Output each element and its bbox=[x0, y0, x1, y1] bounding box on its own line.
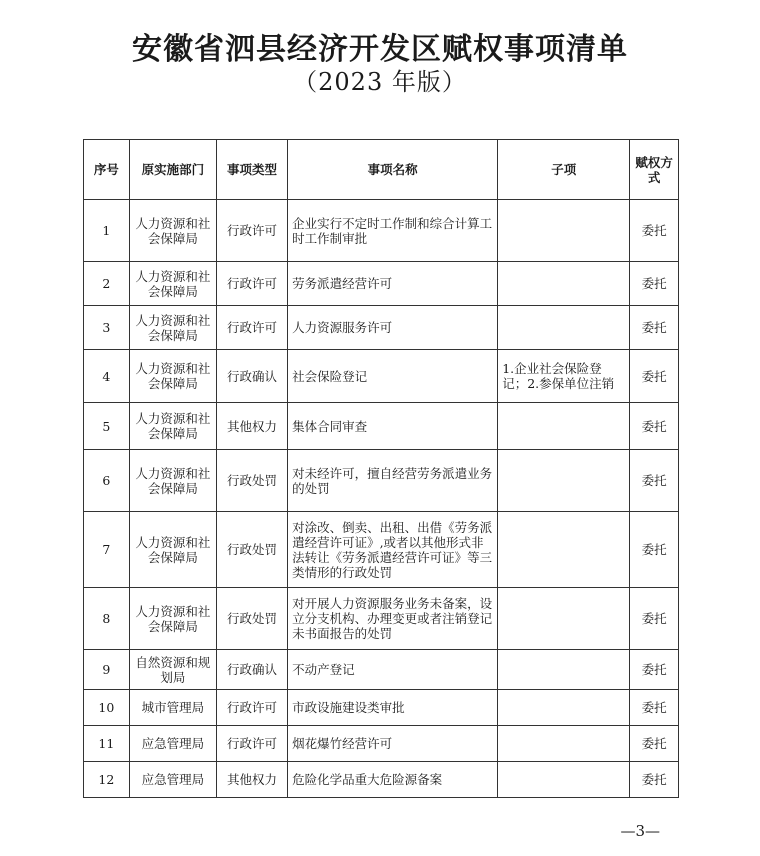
cell-type: 行政确认 bbox=[217, 350, 288, 403]
cell-type: 行政确认 bbox=[217, 650, 288, 690]
cell-name: 企业实行不定时工作制和综合计算工时工作制审批 bbox=[288, 200, 498, 262]
table-row bbox=[84, 262, 679, 306]
cell-mode: 委托 bbox=[630, 403, 679, 450]
cell-no: 1 bbox=[84, 200, 130, 262]
cell-name: 烟花爆竹经营许可 bbox=[288, 726, 498, 762]
cell-sub bbox=[498, 512, 630, 588]
table-row bbox=[84, 403, 679, 450]
cell-no: 11 bbox=[84, 726, 130, 762]
cell-type: 行政许可 bbox=[217, 306, 288, 350]
cell-sub bbox=[498, 588, 630, 650]
cell-type: 行政处罚 bbox=[217, 588, 288, 650]
cell-name: 对涂改、倒卖、出租、出借《劳务派遣经营许可证》,或者以其他形式非法转让《劳务派遣经营许可证》等三类情形的行政处罚 bbox=[288, 512, 498, 588]
cell-dept: 人力资源和社会保障局 bbox=[129, 306, 216, 350]
cell-mode: 委托 bbox=[630, 650, 679, 690]
cell-sub bbox=[498, 690, 630, 726]
cell-name: 对开展人力资源服务业务未备案，设立分支机构、办理变更或者注销登记未书面报告的处罚 bbox=[288, 588, 498, 650]
cell-mode: 委托 bbox=[630, 262, 679, 306]
cell-no: 8 bbox=[84, 588, 130, 650]
cell-name: 不动产登记 bbox=[288, 650, 498, 690]
cell-no: 5 bbox=[84, 403, 130, 450]
cell-type: 其他权力 bbox=[217, 762, 288, 798]
cell-type: 行政处罚 bbox=[217, 450, 288, 512]
cell-no: 2 bbox=[84, 262, 130, 306]
table-row bbox=[84, 512, 679, 588]
header-dept: 原实施部门 bbox=[129, 140, 216, 200]
cell-no: 7 bbox=[84, 512, 130, 588]
cell-dept: 应急管理局 bbox=[129, 762, 216, 798]
document-subtitle: （2023 年版） bbox=[293, 68, 467, 96]
cell-name: 危险化学品重大危险源备案 bbox=[288, 762, 498, 798]
cell-mode: 委托 bbox=[630, 200, 679, 262]
cell-type: 其他权力 bbox=[217, 403, 288, 450]
cell-dept: 人力资源和社会保障局 bbox=[129, 512, 216, 588]
cell-dept: 人力资源和社会保障局 bbox=[129, 403, 216, 450]
cell-sub bbox=[498, 450, 630, 512]
cell-sub bbox=[498, 650, 630, 690]
table-row bbox=[84, 200, 679, 262]
page-number: —3— bbox=[620, 822, 660, 840]
cell-name: 集体合同审查 bbox=[288, 403, 498, 450]
table-row bbox=[84, 450, 679, 512]
cell-sub bbox=[498, 726, 630, 762]
cell-type: 行政许可 bbox=[217, 690, 288, 726]
cell-dept: 人力资源和社会保障局 bbox=[129, 262, 216, 306]
cell-dept: 应急管理局 bbox=[129, 726, 216, 762]
table-row bbox=[84, 726, 679, 762]
cell-no: 12 bbox=[84, 762, 130, 798]
header-name: 事项名称 bbox=[288, 140, 498, 200]
cell-dept: 自然资源和规划局 bbox=[129, 650, 216, 690]
cell-type: 行政许可 bbox=[217, 726, 288, 762]
table-header-row bbox=[84, 140, 679, 200]
cell-mode: 委托 bbox=[630, 762, 679, 798]
table-row bbox=[84, 306, 679, 350]
header-mode: 赋权方式 bbox=[630, 140, 679, 200]
cell-mode: 委托 bbox=[630, 450, 679, 512]
cell-no: 6 bbox=[84, 450, 130, 512]
cell-mode: 委托 bbox=[630, 726, 679, 762]
cell-dept: 人力资源和社会保障局 bbox=[129, 350, 216, 403]
header-no: 序号 bbox=[84, 140, 130, 200]
empowerment-table bbox=[83, 139, 679, 798]
cell-name: 对未经许可，擅自经营劳务派遣业务的处罚 bbox=[288, 450, 498, 512]
cell-name: 社会保险登记 bbox=[288, 350, 498, 403]
cell-name: 劳务派遣经营许可 bbox=[288, 262, 498, 306]
cell-name: 市政设施建设类审批 bbox=[288, 690, 498, 726]
cell-mode: 委托 bbox=[630, 306, 679, 350]
cell-no: 4 bbox=[84, 350, 130, 403]
cell-sub: 1.企业社会保险登记；2.参保单位注销 bbox=[498, 350, 630, 403]
cell-no: 10 bbox=[84, 690, 130, 726]
table-row bbox=[84, 690, 679, 726]
cell-type: 行政许可 bbox=[217, 200, 288, 262]
cell-type: 行政许可 bbox=[217, 262, 288, 306]
cell-mode: 委托 bbox=[630, 588, 679, 650]
cell-dept: 人力资源和社会保障局 bbox=[129, 588, 216, 650]
cell-sub bbox=[498, 403, 630, 450]
table-row bbox=[84, 588, 679, 650]
header-type: 事项类型 bbox=[217, 140, 288, 200]
cell-no: 9 bbox=[84, 650, 130, 690]
table-row bbox=[84, 350, 679, 403]
cell-name: 人力资源服务许可 bbox=[288, 306, 498, 350]
cell-dept: 城市管理局 bbox=[129, 690, 216, 726]
cell-sub bbox=[498, 762, 630, 798]
cell-dept: 人力资源和社会保障局 bbox=[129, 450, 216, 512]
table-row bbox=[84, 650, 679, 690]
cell-mode: 委托 bbox=[630, 690, 679, 726]
cell-mode: 委托 bbox=[630, 512, 679, 588]
cell-mode: 委托 bbox=[630, 350, 679, 403]
cell-dept: 人力资源和社会保障局 bbox=[129, 200, 216, 262]
cell-sub bbox=[498, 200, 630, 262]
cell-no: 3 bbox=[84, 306, 130, 350]
document-title: 安徽省泗县经济开发区赋权事项清单 bbox=[132, 32, 628, 67]
cell-type: 行政处罚 bbox=[217, 512, 288, 588]
table-row bbox=[84, 762, 679, 798]
header-sub: 子项 bbox=[498, 140, 630, 200]
cell-sub bbox=[498, 262, 630, 306]
cell-sub bbox=[498, 306, 630, 350]
